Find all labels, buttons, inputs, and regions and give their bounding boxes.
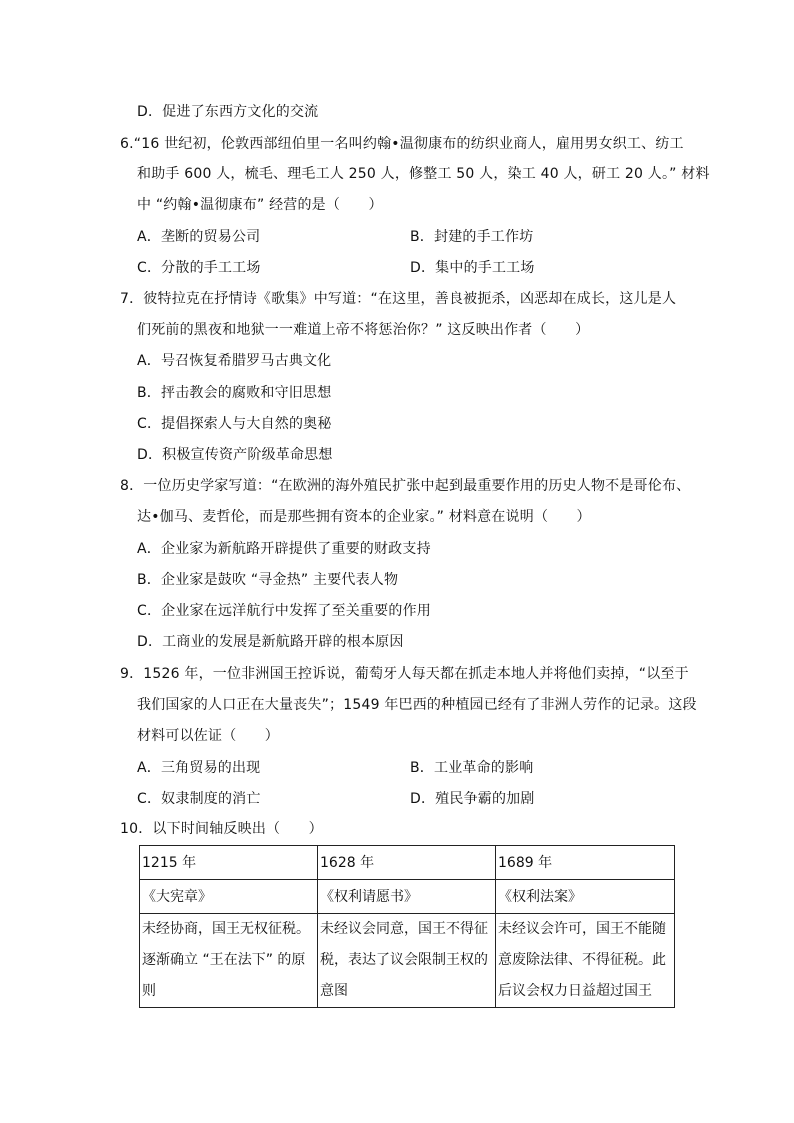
timeline-year-cell: 1215 年	[140, 846, 318, 880]
q8-stem-line-2: 达•伽马、麦哲伦，而是那些拥有资本的企业家。” 材料意在说明（ ）	[137, 509, 591, 525]
timeline-year-row	[140, 846, 675, 880]
q7-stem-line-2: 们死前的黑夜和地狱一一难道上帝不将惩治你？” 这反映出作者（ ）	[137, 322, 590, 338]
q9-option-d: D．殖民争霸的加剧	[410, 791, 535, 807]
q6-stem-line-1: 6.“16 世纪初，伦敦西部纽伯里一名叫约翰•温彻康布的纺织业商人，雇用男女织工、纺工	[120, 136, 684, 152]
q8-option-b: B．企业家是鼓吹 “寻金热” 主要代表人物	[137, 572, 399, 588]
q6-option-b: B．封建的手工作坊	[410, 229, 534, 245]
timeline-description-cell	[496, 914, 675, 1008]
q7-option-a: A．号召恢复希腊罗马古典文化	[137, 353, 332, 369]
timeline-document-cell: 《权利法案》	[496, 880, 675, 914]
q9-stem-line-3: 材料可以佐证（ ）	[137, 728, 279, 744]
q6-option-a: A．垄断的贸易公司	[137, 229, 261, 245]
q8-option-c: C．企业家在远洋航行中发挥了至关重要的作用	[137, 603, 431, 619]
q6-stem-line-2: 和助手 600 人，梳毛、理毛工人 250 人，修整工 50 人，染工 40 人，研工 20 人。” 材料	[137, 166, 710, 182]
description-line: 逐渐确立 “王在法下” 的原	[142, 952, 306, 968]
q9-option-a: A．三角贸易的出现	[137, 760, 261, 776]
timeline-year-cell: 1628 年	[318, 846, 496, 880]
q6-stem-line-3: 中 “约翰•温彻康布” 经营的是（ ）	[137, 197, 383, 213]
q6-option-c: C．分散的手工工场	[137, 260, 261, 276]
description-line: 未经协商，国王无权征税。	[142, 921, 310, 937]
q9-option-c: C．奴隶制度的消亡	[137, 791, 261, 807]
timeline-description-cell	[318, 914, 496, 1008]
description-line: 后议会权力日益超过国王	[498, 983, 652, 999]
q8-option-d: D．工商业的发展是新航路开辟的根本原因	[137, 634, 404, 650]
timeline-document-cell: 《大宪章》	[140, 880, 318, 914]
q8-stem-line-1: 8．一位历史学家写道：“在欧洲的海外殖民扩张中起到最重要作用的历史人物不是哥伦布、	[120, 478, 691, 494]
description-line: 则	[142, 983, 156, 999]
description-line: 未经议会许可，国王不能随	[498, 921, 666, 937]
q7-option-b: B．抨击教会的腐败和守旧思想	[137, 385, 332, 401]
timeline-table	[139, 845, 675, 1008]
q8-option-a: A．企业家为新航路开辟提供了重要的财政支持	[137, 541, 431, 557]
q10-stem: 10．以下时间轴反映出（ ）	[120, 821, 323, 837]
q7-option-c: C．提倡探索人与大自然的奥秘	[137, 416, 332, 432]
description-line: 未经议会同意，国王不得征	[320, 921, 488, 937]
timeline-document-cell: 《权利请愿书》	[318, 880, 496, 914]
description-line: 意图	[320, 983, 348, 999]
q9-stem-line-1: 9．1526 年，一位非洲国王控诉说，葡萄牙人每天都在抓走本地人并将他们卖掉，“以至于	[120, 666, 689, 682]
description-line: 意废除法律、不得征税。此	[498, 952, 666, 968]
q7-option-d: D．积极宣传资产阶级革命思想	[137, 447, 333, 463]
q7-stem-line-1: 7．彼特拉克在抒情诗《歌集》中写道：“在这里，善良被扼杀，凶恶却在成长，这儿是人	[120, 291, 677, 307]
timeline-description-cell	[140, 914, 318, 1008]
q6-option-d: D．集中的手工工场	[410, 260, 535, 276]
q5-option-d: D．促进了东西方文化的交流	[137, 104, 319, 120]
timeline-year-cell: 1689 年	[496, 846, 675, 880]
timeline-document-row	[140, 880, 675, 914]
q9-stem-line-2: 我们国家的人口正在大量丧失”；1549 年巴西的种植园已经有了非洲人劳作的记录。这段	[137, 697, 697, 713]
description-line: 税，表达了议会限制王权的	[320, 952, 488, 968]
timeline-description-row	[140, 914, 675, 1008]
q9-option-b: B．工业革命的影响	[410, 760, 534, 776]
